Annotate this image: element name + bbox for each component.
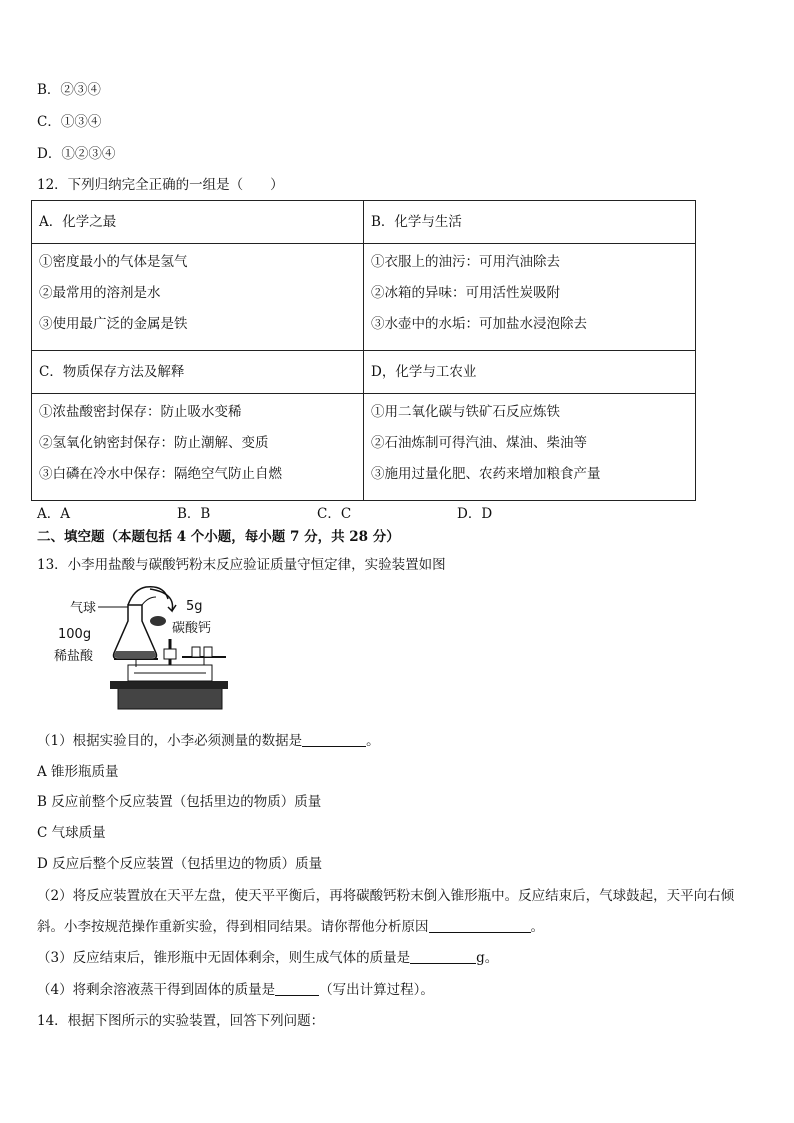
cell-b-title: B．化学与生活 [364,201,696,244]
cell-a-item: ③使用最广泛的金属是铁 [39,316,188,332]
cell-a-body [32,244,364,351]
q13-part3-text: （3）反应结束后，锥形瓶中无固体剩余，则生成气体的质量是 [37,950,411,966]
cell-c-body [32,394,364,501]
q12-option-c: C．C [317,506,352,522]
cell-c-title: C．物质保存方法及解释 [32,351,364,394]
q13-part4 [37,980,434,1000]
q12-table [31,200,696,501]
cell-d-item: ②石油炼制可得汽油、煤油、柴油等 [371,435,587,451]
cell-b-body [364,244,696,351]
q12-option-d: D．D [457,506,493,522]
answer-blank[interactable] [429,918,531,933]
answer-blank[interactable] [302,732,366,747]
option-c-prev: C．①③④ [37,114,102,130]
apparatus-figure [48,585,228,715]
q13-part3-end: g。 [476,950,499,966]
cell-b-item: ①衣服上的油污：可用汽油除去 [371,254,560,270]
option-d-prev: D．①②③④ [37,146,116,162]
cell-c-item: ③白磷在冷水中保存：隔绝空气防止自燃 [39,466,282,482]
q13-option-d: D 反应后整个反应装置（包括里边的物质）质量 [37,856,323,872]
q13-part3 [37,948,498,968]
cell-a-item: ②最常用的溶剂是水 [39,285,161,301]
option-b-prev: B．②③④ [37,82,101,98]
q12-option-a: A．A [37,506,70,522]
q13-part2-line1: （2）将反应装置放在天平左盘，使天平平衡后，再将碳酸钙粉末倒入锥形瓶中。反应结束后，气球鼓起，天平向右倾 [37,888,735,904]
label-caco3: 碳酸钙 [172,621,212,636]
q13-option-c: C 气球质量 [37,825,106,841]
label-balloon: 气球 [70,601,97,616]
q14-stem: 14．根据下图所示的实验装置，回答下列问题： [37,1013,325,1029]
q13-part2-text: 斜。小李按规范操作重新实验，得到相同结果。请你帮他分析原因 [37,919,429,935]
q13-part2-end: 。 [530,919,544,935]
cell-d-body [364,394,696,501]
q13-stem: 13．小李用盐酸与碳酸钙粉末反应验证质量守恒定律，实验装置如图 [37,557,446,573]
answer-blank[interactable] [410,949,476,964]
q13-part4-end: （写出计算过程）。 [319,982,434,998]
cell-b-item: ②冰箱的异味：可用活性炭吸附 [371,285,560,301]
cell-a-title: A．化学之最 [32,201,364,244]
cell-d-title: D，化学与工农业 [364,351,696,394]
cell-c-item: ①浓盐酸密封保存：防止吸水变稀 [39,404,242,420]
label-5g: 5g [186,599,203,614]
q13-part1-text: （1）根据实验目的，小李必须测量的数据是 [37,733,303,749]
answer-blank[interactable] [275,981,319,996]
q13-part4-text: （4）将剩余溶液蒸干得到固体的质量是 [37,982,276,998]
q12-stem: 12．下列归纳完全正确的一组是（ ） [37,177,284,193]
label-100g: 100g [58,627,92,642]
q12-option-b: B．B [177,506,211,522]
q13-part2-line2 [37,917,544,937]
label-hcl: 稀盐酸 [54,649,94,664]
q12-options [37,502,597,522]
cell-c-item: ②氢氧化钠密封保存：防止潮解、变质 [39,435,269,451]
q13-option-b: B 反应前整个反应装置（包括里边的物质）质量 [37,794,322,810]
cell-d-item: ③施用过量化肥、农药来增加粮食产量 [371,466,601,482]
q13-part1 [37,731,380,751]
cell-b-item: ③水壶中的水垢：可加盐水浸泡除去 [371,316,587,332]
section-title: 二、填空题（本题包括 4 个小题，每小题 7 分，共 28 分） [37,529,400,545]
q13-option-a: A 锥形瓶质量 [37,764,119,780]
q13-part1-end: 。 [366,733,380,749]
cell-a-item: ①密度最小的气体是氢气 [39,254,188,270]
cell-d-item: ①用二氧化碳与铁矿石反应炼铁 [371,404,560,420]
